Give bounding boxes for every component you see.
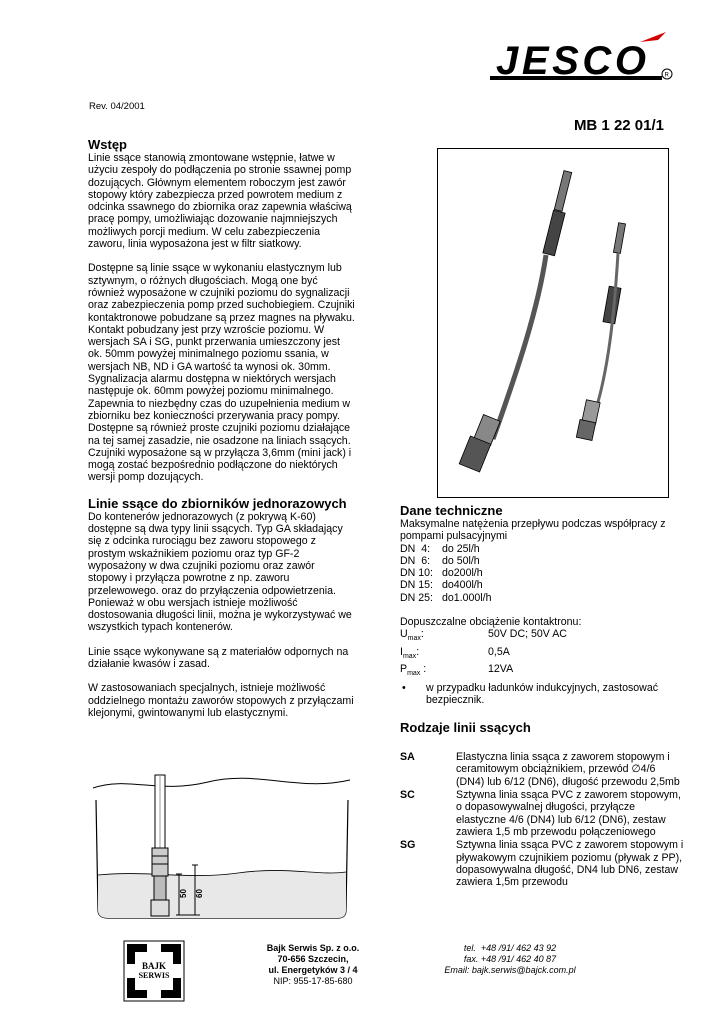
types-title: Rodzaje linii ssących — [400, 720, 531, 736]
flow-value: do400l/h — [442, 579, 483, 592]
flow-dn: DN 6: — [400, 554, 431, 567]
intro-paragraph: Linie ssące stanowią zmontowane wstępnie, łatwe w użyciu zespoły do podłączenia po stronie ssawnej pomp dozujących. Głównym elementem roboczym jest zawór stopowy który zabezpiecza przed powrotem medium z odcinka ssawnego do zbiornika oraz zapewnia właściwą pracę pompy, umożliwiając dozowanie najmniejszych możliwych porcji medium. W celu zabezpieczenia zaworu, linia wyposażona jest w filtr siatkowy. — [88, 152, 352, 251]
single-use-body — [88, 511, 356, 719]
flow-dn: DN 15: — [400, 579, 433, 592]
single-use-paragraph: W zastosowaniach specjalnych, istnieje możliwość oddzielnego montażu zaworów stopowych z przyłączami klejonymi, gwintowanymi lub elastycznymi. — [88, 682, 354, 719]
limit-symbol: P — [400, 663, 408, 676]
tank-diagram — [88, 770, 358, 930]
type-code: SG — [400, 839, 416, 852]
company-contact — [420, 943, 600, 976]
limit-symbol: U — [400, 628, 408, 641]
company-line: Bajk Serwis Sp. z o.o. — [266, 943, 360, 953]
document-id: MB 1 22 01/1 — [573, 117, 664, 134]
flow-dn: DN 4: — [400, 542, 431, 555]
jesco-logo-graphic — [490, 30, 680, 90]
limit-value: 50V DC; 50V AC — [488, 628, 567, 641]
company-line: ul. Energetyków 3 / 4 — [268, 965, 358, 975]
flow-row — [400, 579, 690, 591]
type-code: SA — [400, 751, 415, 764]
type-desc: Elastyczna linia ssąca z zaworem stopowym i ceramitowym obciążnikiem, przewód ∅4/6 (DN4) lub 6/12 (DN6), długość przewodu 2,5mb — [456, 751, 680, 788]
tech-title: Dane techniczne — [400, 503, 503, 518]
single-use-title: Linie ssące do zbiorników jednorazowych — [88, 495, 347, 511]
flow-value: do200l/h — [442, 567, 483, 580]
flow-row — [400, 543, 690, 555]
flow-dn: DN 25: — [400, 591, 433, 604]
types-table — [400, 751, 690, 888]
load-title: Dopuszczalne obciążenie kontaktronu: — [400, 616, 582, 629]
product-photo — [437, 148, 669, 498]
type-row — [400, 839, 690, 888]
tech-intro: Maksymalne natężenia przepływu podczas współpracy z pompami pulsacyjnymi — [400, 518, 666, 543]
flow-row — [400, 567, 690, 579]
contact-line: tel. +48 /91/ 462 43 92 — [463, 943, 557, 953]
dimension-50-label: 50 — [179, 889, 188, 898]
logo-bottom-text: SERWIS — [138, 971, 170, 980]
limit-colon: : — [416, 645, 420, 658]
contact-line[interactable]: Email: bajk.serwis@bajck.com.pl — [444, 965, 576, 975]
logo-text: JESCO — [496, 39, 646, 83]
single-use-paragraph: Do kontenerów jednorazowych (z pokrywą K-60) dostępne są dwa typy linii ssących. Typ GA składający się z odcinka rurociągu bez zaworu stopowego z prostym wskaźnikiem poziomu oraz typ GF-2 wyposażony w dwa czujniki poziomu oraz zawór stopowy i przyłącza powrotne z np. zaworu przelewowego. oraz do przyłączenia odpowietrzenia. Ponieważ w obu wersjach istnieje możliwość dostosowania długości linii, można je wykorzystywać we wszystkich typach kontenerów. — [88, 510, 352, 634]
revision-label: Rev. 04/2001 — [89, 101, 145, 112]
bajk-serwis-logo — [123, 940, 185, 1002]
contact-line: fax. +48 /91/ 462 40 87 — [463, 954, 557, 964]
limit-sub: max — [407, 635, 421, 643]
intro-title: Wstęp — [88, 137, 127, 152]
limit-sub: max — [402, 652, 417, 660]
single-use-paragraph: Linie ssące wykonywane są z materiałów odpornych na działanie kwasów i zasad. — [88, 645, 349, 670]
bullet-icon: • — [402, 681, 406, 694]
flow-row — [400, 592, 690, 604]
logo-top-text: BAJK — [141, 961, 167, 971]
intro-section — [88, 137, 356, 731]
company-line: 70-656 Szczecin, — [277, 954, 349, 964]
intro-paragraph: Dostępne są linie ssące w wykonaniu elastycznym lub sztywnym, o różnych długościach. Mogą one być również wyposażone w czujniki poziomu do sygnalizacji oraz zabezpieczenia pomp przed suchobiegiem. Czujniki kontaktronowe pobudzane są przez magnes na pływaku. Kontakt pobudzany jest przy wzroście poziomu. W wersjach SA i SG, punkt przerwania umieszczony jest ok. 50mm powyżej minimalnego poziomu ssania, w wersjach NB, ND i GA wartość ta wynosi ok. 30mm. Sygnalizacja alarmu dostępna w niektórych wersjach następuje ok. 60mm powyżej poziomu minimalnego. Zapewnia to niezbędny czas do uzupełnienia medium w zbiorniku bez konieczności przerywania pracy pompy. — [88, 262, 355, 422]
limit-colon: : — [420, 628, 424, 641]
limit-value: 12VA — [488, 663, 514, 676]
limit-row — [400, 663, 690, 680]
company-line: NIP: 955-17-85-680 — [273, 976, 353, 986]
flow-value: do 50l/h — [442, 554, 480, 567]
type-desc: Sztywna linia ssąca PVC z zaworem stopowym i pływakowym czujnikiem poziomu (pływak z PP), dopasowywalna długość, DN4 lub DN6, zestaw zawiera 1,5m przewodu — [456, 839, 684, 889]
intro-paragraph: Dostępne są również proste czujniki poziomu działające na tej samej zasadzie, nie osadzone na liniach ssących. Czujniki wyposażone są w przyłącza 3,6mm (mini jack) i mogą zostać bezpośrednio podłączone do niektórych wersji pomp dozujących. — [88, 422, 352, 484]
tech-section — [400, 503, 690, 889]
fuse-note-text: w przypadku ładunków indukcyjnych, zastosować bezpiecznik. — [426, 681, 659, 706]
fuse-note — [400, 682, 690, 707]
limit-sub: max — [407, 670, 421, 678]
limit-colon: : — [420, 663, 427, 676]
flow-row — [400, 555, 690, 567]
jesco-logo — [490, 30, 680, 90]
flow-value: do 25l/h — [442, 542, 480, 555]
tech-body — [400, 518, 690, 706]
type-code: SC — [400, 789, 415, 802]
limit-value: 0,5A — [488, 645, 510, 658]
intro-body — [88, 152, 356, 484]
company-address — [248, 943, 378, 987]
type-row — [400, 751, 690, 788]
svg-text:R: R — [664, 72, 669, 79]
dimension-60-label: 60 — [195, 889, 204, 898]
flow-dn: DN 10: — [400, 567, 433, 580]
type-row — [400, 789, 690, 838]
flow-value: do1.000l/h — [442, 591, 492, 604]
limit-row — [400, 628, 690, 645]
limit-symbol: I — [400, 645, 403, 658]
limit-row — [400, 646, 690, 663]
type-desc: Sztywna linia ssąca PVC z zaworem stopowym, o dopasowywalnej długości, przyłącze elastyczne 4/6 (DN4) lub 6/12 (DN6), zestaw zawiera 1,5 mb przewodu połączeniowego — [456, 789, 681, 838]
